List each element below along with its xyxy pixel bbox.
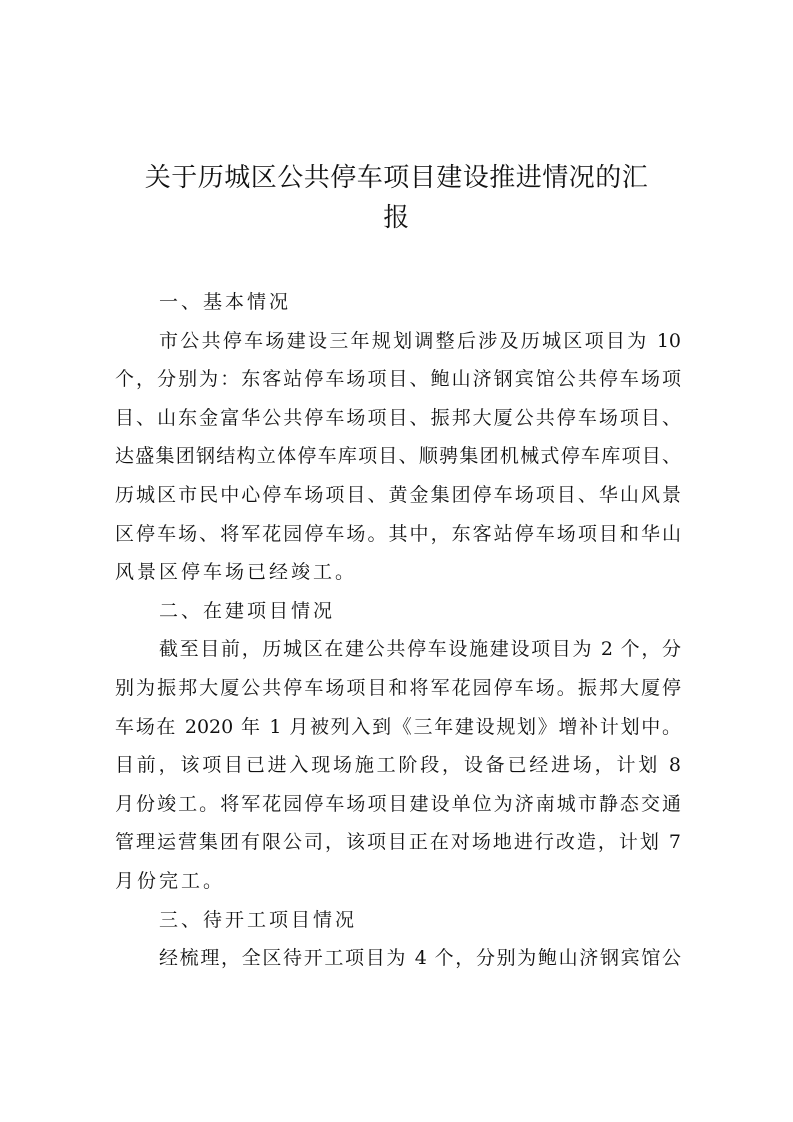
text-line: 截至目前，历城区在建公共停车设施建设项目为 2 个，分 <box>159 638 681 661</box>
paragraph <box>115 939 681 978</box>
text-line: 区停车场、将军花园停车场。其中，东客站停车场项目和华山 <box>115 522 681 545</box>
text-line: 管理运营集团有限公司，该项目正在对场地进行改造，计划 7 <box>115 831 681 854</box>
paragraph <box>115 322 681 592</box>
paragraph <box>115 630 681 900</box>
text-line: 达盛集团钢结构立体停车库项目、顺骋集团机械式停车库项目、 <box>115 445 681 468</box>
text-line: 车场在 2020 年 1 月被列入到《三年建设规划》增补计划中。 <box>115 715 681 738</box>
section-heading <box>115 283 681 322</box>
text-line: 月份完工。 <box>115 869 226 892</box>
section-heading <box>115 901 681 940</box>
document-body <box>115 283 681 978</box>
text-line: 风景区停车场已经竣工。 <box>115 561 358 584</box>
text-line: 经梳理，全区待开工项目为 4 个，分别为鲍山济钢宾馆公 <box>159 947 681 970</box>
text-line: 月份竣工。将军花园停车场项目建设单位为济南城市静态交通 <box>115 792 681 815</box>
text-line: 三、待开工项目情况 <box>159 908 358 931</box>
section-heading <box>115 592 681 631</box>
document-title <box>100 158 693 238</box>
text-line: 目前，该项目已进入现场施工阶段，设备已经进场，计划 8 <box>115 754 681 777</box>
text-line: 二、在建项目情况 <box>159 599 336 622</box>
text-line: 市公共停车场建设三年规划调整后涉及历城区项目为 10 <box>159 329 681 352</box>
text-line: 一、基本情况 <box>159 291 292 313</box>
title-line-2: 报 <box>383 203 410 233</box>
title-line-1: 关于历城区公共停车项目建设推进情况的汇 <box>144 163 649 193</box>
text-line: 历城区市民中心停车场项目、黄金集团停车场项目、华山风景 <box>115 483 681 506</box>
text-line: 目、山东金富华公共停车场项目、振邦大厦公共停车场项目、 <box>115 406 681 429</box>
text-line: 别为振邦大厦公共停车场项目和将军花园停车场。振邦大厦停 <box>115 676 681 699</box>
text-line: 个，分别为：东客站停车场项目、鲍山济钢宾馆公共停车场项 <box>115 368 681 391</box>
